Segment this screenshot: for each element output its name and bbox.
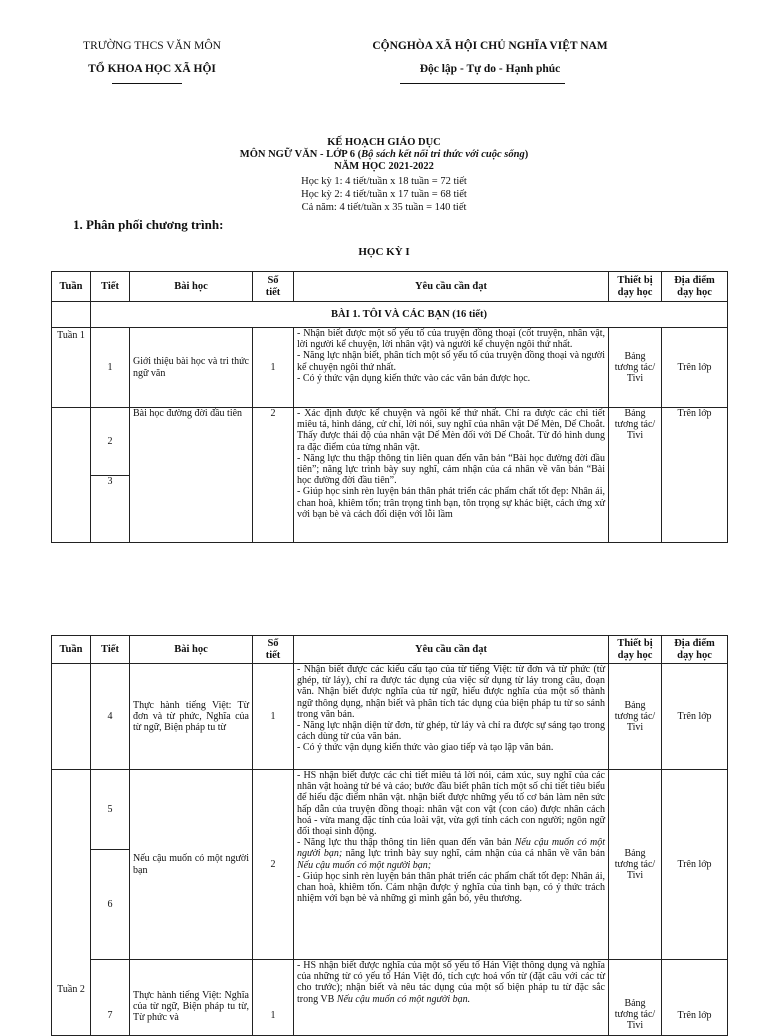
department-underline	[112, 83, 182, 84]
req-line: - HS nhận biết được các chi tiết miêu tả lời nói, cảm xúc, suy nghĩ của các nhân vật hoàng tử bé và cáo; bước đầu biết phân tích một số chi tiết tiêu biểu để hiểu đặc điểm nhân vật. nhận biết được những yếu tố cơ bản làm nên sức hấp dẫn của truyện đồng thoại: nhân vật con vật (con cáo) được nhân cách hoá - vừa mang đặc tính của loài vật, vừa gợi tính cách con người; ngôn ngữ đối thoại sinh động.	[297, 770, 605, 838]
col-equipment: Thiết bị dạy học	[609, 272, 662, 302]
col-period: Tiết	[91, 272, 130, 302]
period-cell: 7	[91, 960, 130, 1036]
period-cell: 3	[91, 476, 130, 543]
week-blank	[52, 664, 91, 770]
requirements-cell	[294, 328, 609, 408]
col-week: Tuần	[52, 636, 91, 664]
col-week: Tuần	[52, 272, 91, 302]
req-line: - Năng lực thu thập thông tin liên quan đến văn bản Nếu cậu muốn có một người bạn; năng lực trình bày suy nghĩ, cảm nhận của cá nhân về văn bản Nếu cậu muốn có một người bạn;	[297, 837, 605, 871]
requirements-cell	[294, 408, 609, 543]
motto: Độc lập - Tự do - Hạnh phúc	[419, 63, 561, 75]
col-requirements: Yêu cầu cần đạt	[294, 636, 609, 664]
requirements-cell	[294, 770, 609, 960]
table-row	[52, 328, 728, 408]
req-line: - Giúp học sinh rèn luyện bản thân phát triển các phẩm chất tốt đẹp: Nhân ái, chan hoà, khiêm tốn; trân trọng tình bạn, tôn trọng sự khác biệt, cách ứng xử với bạn bè và cách đối diện với lỗi lầm	[297, 486, 605, 520]
unit-title: BÀI 1. TÔI VÀ CÁC BẠN (16 tiết)	[91, 302, 728, 328]
col-lesson: Bài học	[130, 272, 253, 302]
equipment-cell: Bảng tương tác/ Tivi	[609, 770, 662, 960]
col-num-periods: Số tiết	[253, 272, 294, 302]
req-line: - Có ý thức vận dụng kiến thức vào các văn bản được học.	[297, 372, 531, 384]
col-period: Tiết	[91, 636, 130, 664]
req-line: - Giúp học sinh rèn luyện bản thân phát triển các phẩm chất tốt đẹp: Nhân ái, chan hoà, khiêm tốn. Cảm nhận được ý nghĩa của tình bạn, có ý thức trách nhiệm với bạn bè và những gì mình gắn bó, yêu thương.	[297, 870, 605, 905]
week-cell: Tuần 2	[52, 770, 91, 1036]
period-cell: 6	[91, 850, 130, 960]
col-equipment: Thiết bị dạy học	[609, 636, 662, 664]
equipment-cell: Bảng tương tác/ Tivi	[609, 664, 662, 770]
col-location: Địa điểm dạy học	[662, 636, 728, 664]
table-row	[52, 770, 728, 850]
department-name: TỔ KHOA HỌC XÃ HỘI	[88, 63, 216, 75]
req-line: - Nhận biết được một số yếu tố của truyện đồng thoại (cốt truyện, nhân vật, lời người kể chuyện, lời nhân vật) và người kể chuyện ngôi thứ nhất.	[297, 328, 605, 351]
subject-line	[0, 149, 768, 161]
col-num-periods: Số tiết	[253, 636, 294, 664]
school-name: TRƯỜNG THCS VĂN MÔN	[83, 40, 221, 52]
plan-table-1	[51, 271, 728, 543]
period-cell: 4	[91, 664, 130, 770]
subject-book: Bộ sách kết nối tri thức với cuộc sống	[361, 149, 525, 160]
req-line: - Nhận biết được các kiểu cấu tạo của từ tiếng Việt: từ đơn và từ phức (từ ghép, từ láy), chỉ ra được tác dụng của việc sử dụng từ láy trong câu, đoạn văn. Nhận biết được nghĩa của từ ngữ, hiểu được nghĩa của một số thành ngữ thông dụng, nhận biết và phân tích tác dụng của biện pháp tu từ so sánh trong văn bản.	[297, 664, 605, 720]
section-heading: 1. Phân phối chương trình:	[73, 217, 224, 232]
req-line: - HS nhận biết được nghĩa của một số yếu tố Hán Việt thông dụng và nghĩa của những từ có yếu tố Hán Việt đó, tích cực hoá vốn từ (đặt câu với các từ cho trước); nhận biết và nêu tác dụng của một số biện pháp tu từ đặc sắc trong VB Nếu cậu muốn có một người bạn.	[297, 960, 605, 1005]
location-cell: Trên lớp	[662, 328, 728, 408]
lesson-cell: Thực hành tiếng Việt: Từ đơn và từ phức, Nghĩa của từ ngữ, Biện pháp tu từ	[130, 664, 253, 770]
semester-heading: HỌC KỲ I	[358, 246, 410, 258]
location-cell: Trên lớp	[662, 664, 728, 770]
plan-table-2	[51, 635, 728, 1036]
week-blank	[52, 408, 91, 543]
req-line: - Có ý thức vận dụng kiến thức vào giao tiếp và tạo lập văn bản.	[297, 742, 554, 754]
table-header-row	[52, 636, 728, 664]
semester1-periods: Học kỳ 1: 4 tiết/tuần x 18 tuần = 72 tiết	[301, 176, 467, 187]
equipment-cell: Bảng tương tác/ Tivi	[609, 960, 662, 1036]
period-cell: 1	[91, 328, 130, 408]
year-periods: Cả năm: 4 tiết/tuần x 35 tuần = 140 tiết	[301, 202, 467, 213]
unit-blank	[52, 302, 91, 328]
semester2-periods: Học kỳ 2: 4 tiết/tuần x 17 tuần = 68 tiết	[301, 189, 467, 200]
table-row	[52, 408, 728, 476]
motto-underline	[400, 83, 565, 84]
lesson-cell: Nếu cậu muốn có một người bạn	[130, 770, 253, 960]
requirements-cell	[294, 960, 609, 1036]
country-name: CỘNGHÒA XÃ HỘI CHỦ NGHĨA VIỆT NAM	[372, 40, 608, 52]
req-line: - Năng lực nhận diện từ đơn, từ ghép, từ láy và chỉ ra được sự sáng tạo trong cách dùng từ của văn bản.	[297, 720, 605, 743]
col-location: Địa điểm dạy học	[662, 272, 728, 302]
col-lesson: Bài học	[130, 636, 253, 664]
equipment-cell: Bảng tương tác/ Tivi	[609, 328, 662, 408]
location-cell: Trên lớp	[662, 960, 728, 1036]
table-row	[52, 960, 728, 1036]
subject-prefix: MÔN NGỮ VĂN - LỚP 6 (	[239, 149, 362, 160]
school-year: NĂM HỌC 2021-2022	[334, 161, 434, 172]
period-cell: 2	[91, 408, 130, 476]
plan-title: KẾ HOẠCH GIÁO DỤC	[327, 137, 441, 148]
req-line: - Năng lực thu thập thông tin liên quan đến văn bản “Bài học đường đời đầu tiên”; năng lực trình bày suy nghĩ, cảm nhận của cá nhân về văn bản “Bài học đường đời đầu tiên”.	[297, 452, 605, 487]
col-requirements: Yêu cầu cần đạt	[294, 272, 609, 302]
table-header-row	[52, 272, 728, 302]
req-line: - Xác định được kể chuyện và ngôi kể thứ nhất. Chỉ ra được các chi tiết miêu tả, hình dáng, cử chỉ, lời nói, suy nghĩ của nhân vật Dế Mèn, Dế Choắt. Thấy được thái độ của nhân vật Dế Mèn đối với Dế Choắt. Từ đó hình dung ra đặc điểm của từng nhân vật.	[297, 408, 605, 453]
lesson-cell: Giới thiệu bài học và tri thức ngữ văn	[130, 328, 253, 408]
num-periods-cell: 1	[253, 328, 294, 408]
unit-title-row	[52, 302, 728, 328]
location-cell: Trên lớp	[662, 770, 728, 960]
req-line: - Năng lực nhận biết, phân tích một số yếu tố của truyện đồng thoại và người kể chuyện ngôi thứ nhất.	[297, 350, 606, 373]
table-row	[52, 664, 728, 770]
requirements-cell	[294, 664, 609, 770]
location-cell: Trên lớp	[662, 408, 728, 543]
week-cell: Tuần 1	[52, 328, 91, 408]
num-periods-cell: 1	[253, 664, 294, 770]
num-periods-cell: 1	[253, 960, 294, 1036]
subject-suffix: )	[524, 149, 529, 160]
num-periods-cell: 2	[253, 408, 294, 543]
equipment-cell: Bảng tương tác/ Tivi	[609, 408, 662, 543]
lesson-cell: Bài học đường đời đầu tiên	[130, 408, 253, 543]
period-cell: 5	[91, 770, 130, 850]
lesson-cell: Thực hành tiếng Việt: Nghĩa của từ ngữ, Biện pháp tu từ, Từ phức và	[130, 960, 253, 1036]
num-periods-cell: 2	[253, 770, 294, 960]
